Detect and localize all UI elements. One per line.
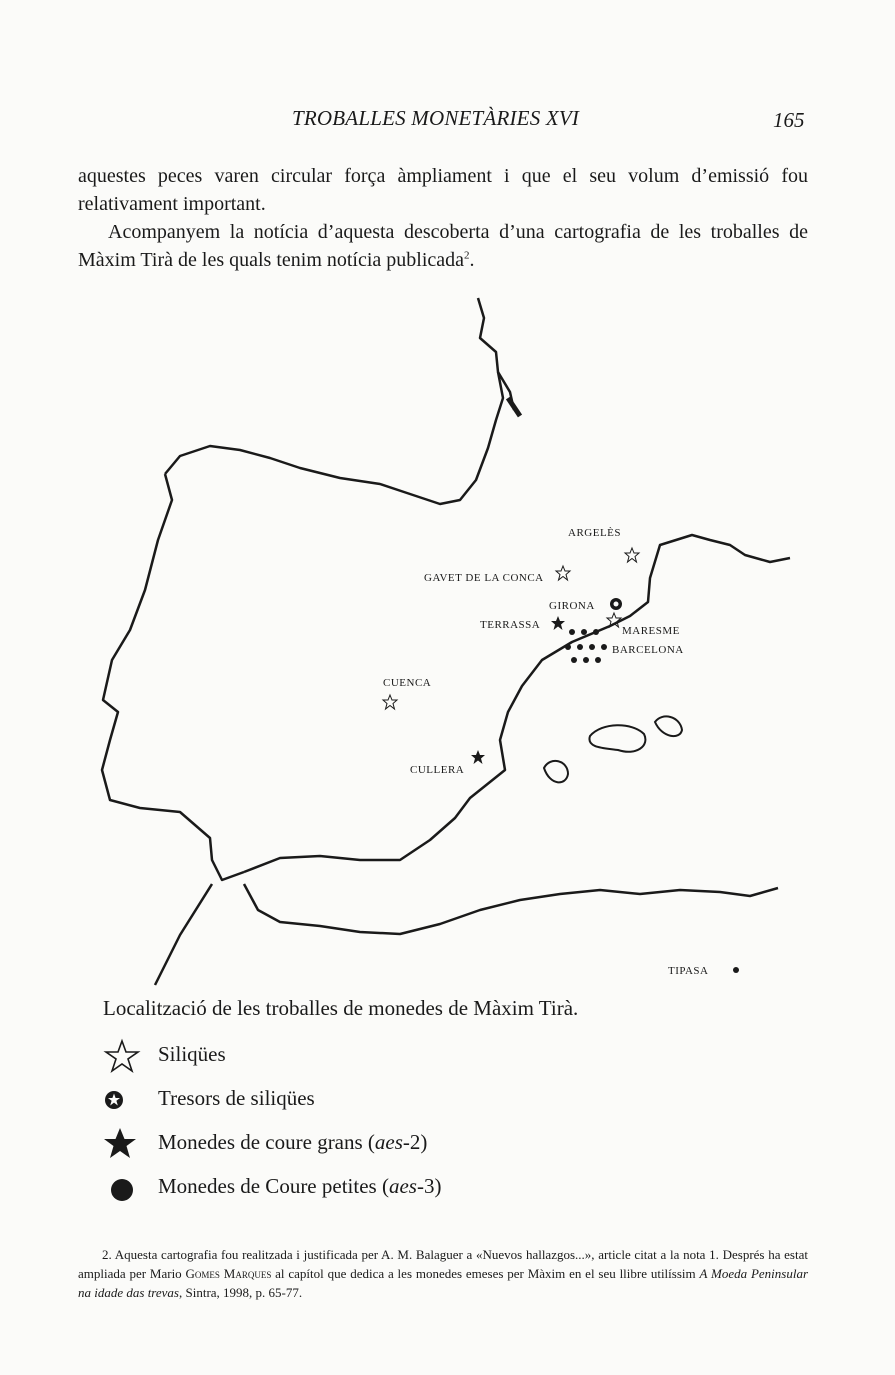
iberia-coast [102, 474, 790, 880]
paragraph-2 [78, 218, 808, 274]
running-title: TROBALLES MONETÀRIES XVI [292, 106, 580, 130]
footnote-book-title: A Moeda Peninsular na idade das trevas [78, 1266, 808, 1300]
footnote-ref[interactable]: 2 [464, 249, 470, 262]
gavet-marker [556, 566, 570, 580]
open-star-icon [100, 1036, 144, 1076]
label-cullera: CULLERA [410, 764, 465, 776]
label-barcelona: BARCELONA [612, 644, 684, 656]
label-gavet: GAVET DE LA CONCA [424, 572, 544, 584]
map-labels [383, 527, 709, 977]
circled-star-icon [100, 1080, 144, 1120]
label-girona: GIRONA [549, 600, 595, 612]
label-argeles: ARGELÈS [568, 527, 621, 539]
legend-label-tresors: Tresors de siliqües [158, 1086, 315, 1110]
footnote-author: Gomes Marques [185, 1266, 272, 1281]
paragraph-2-end: . [469, 249, 475, 271]
terrassa-marker [551, 616, 565, 630]
maresme-barcelona-dots [565, 629, 607, 663]
solid-dot-icon [100, 1168, 144, 1208]
footnote: 2. Aquesta cartografia fou realitzada i justificada per A. M. Balaguer a «Nuevos hallazgos...», article citat a la nota 1. Després ha estat ampliada per Mario Gomes Marques al capítol que dedica a les monedes emeses per Màxim en el seu llibre utilíssim A Moeda Peninsular na idade das trevas, Sintra, 1998, p. 65-77. [78, 1247, 808, 1300]
page-number: 165 [773, 108, 805, 132]
legend-label-coure-grans: Monedes de coure grans (aes-2) [158, 1130, 428, 1154]
france-coast [165, 298, 514, 504]
label-cuenca: CUENCA [383, 677, 432, 689]
balearic-islands [544, 716, 682, 782]
label-terrassa: TERRASSA [480, 619, 541, 631]
running-header [0, 106, 895, 136]
cuenca-marker [383, 695, 397, 709]
label-tipasa: TIPASA [668, 965, 709, 977]
map-figure [0, 290, 895, 990]
gironde-estuary [508, 398, 520, 416]
legend-label-siliques: Siliqües [158, 1042, 226, 1066]
body-text [78, 162, 808, 274]
figure-caption: Localització de les troballes de monedes de Màxim Tirà. [103, 996, 579, 1020]
tipasa-marker [733, 967, 739, 973]
solid-star-icon [100, 1124, 144, 1164]
label-maresme: MARESME [622, 625, 680, 637]
legend-label-coure-petites: Monedes de Coure petites (aes-3) [158, 1174, 442, 1198]
paragraph-2-text: Acompanyem la notícia d’aquesta descoberta d’una cartografia de les troballes de Màxim Tirà de les quals tenim notícia publicada [78, 221, 808, 271]
argeles-marker [625, 548, 639, 562]
paragraph-1: aquestes peces varen circular força àmpliament i que el seu volum d’emissió fou relativament important. [78, 165, 808, 215]
cullera-marker [471, 750, 485, 764]
